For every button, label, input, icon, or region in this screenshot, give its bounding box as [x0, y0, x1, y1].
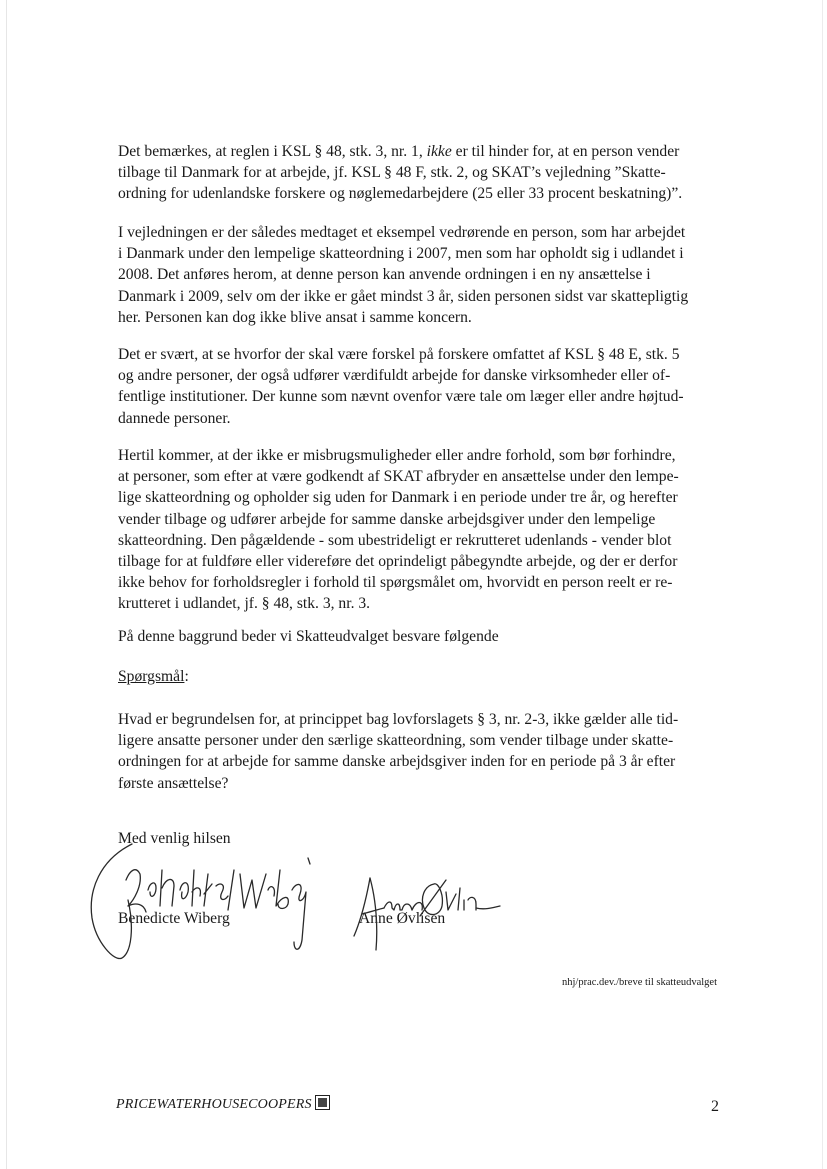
paragraph-line: vender tilbage og udfører arbejde for samme danske arbejdsgiver under den lempelige — [118, 510, 656, 528]
paragraph-line: ikke behov for forholdsregler i forhold til spørgsmålet om, hvorvidt en person reelt er re- — [118, 574, 673, 592]
company-logo-text: PRICEWATERHOUSECOOPERS — [116, 1097, 312, 1112]
paragraph-line: Det bemærkes, at reglen i KSL § 48, stk. 3, nr. 1, ikke er til hinder for, at en person vender — [118, 143, 680, 160]
paragraph-line: krutteret i udlandet, jf. § 48, stk. 3, nr. 3. — [118, 595, 371, 613]
paragraph-1 — [118, 141, 728, 205]
paragraph-line: dannede personer. — [118, 409, 231, 427]
scan-edge-right — [822, 0, 823, 1169]
paragraph-line: På denne baggrund beder vi Skatteudvalget besvare følgende — [118, 628, 499, 645]
paragraph-line: Hertil kommer, at der ikke er misbrugsmuligheder eller andre forhold, som bør forhindre, — [118, 447, 676, 464]
question-heading: Spørgsmål: — [118, 668, 189, 685]
paragraph-line: første ansættelse? — [118, 774, 229, 792]
paragraph-4 — [118, 445, 728, 615]
paragraph-line: ligere ansatte personer under den særlige skatteordning, som vender tilbage under skatte- — [118, 732, 674, 750]
paragraph-line: ordningen for at arbejde for samme danske arbejdsgiver inden for en periode på 3 år efter — [118, 753, 676, 771]
paragraph-5 — [118, 626, 728, 647]
paragraph-line: Hvad er begrundelsen for, at princippet bag lovforslagets § 3, nr. 2-3, ikke gælder alle tid- — [118, 711, 679, 728]
paragraph-line: fentlige institutioner. Der kunne som nævnt ovenfor være tale om læger eller andre højtud- — [118, 388, 684, 406]
emphasis-ikke: ikke — [426, 143, 452, 160]
logo-mark-icon — [315, 1095, 330, 1110]
handwritten-signature-1 — [70, 830, 330, 970]
paragraph-line: 2008. Det anføres herom, at denne person kan anvende ordningen i en ny ansættelse i — [118, 266, 651, 284]
paragraph-line: tilbage for at fuldføre eller videreføre det oprindeligt påbegyndte arbejde, og der er derfor — [118, 553, 678, 571]
question-paragraph — [118, 709, 728, 794]
closing-phrase: Med venlig hilsen — [118, 830, 231, 847]
file-reference: nhj/prac.dev./breve til skatteudvalget — [562, 977, 718, 988]
handwritten-signature-2 — [340, 870, 510, 960]
paragraph-line: lige skatteordning og opholder sig uden for Danmark i en periode under tre år, og herefter — [118, 489, 678, 507]
paragraph-line: skatteordning. Den pågældende - som ubestrideligt er rekrutteret udenlands - vender blot — [118, 531, 672, 549]
paragraph-line: at personer, som efter at være godkendt af SKAT afbryder en ansættelse under den lempe- — [118, 468, 679, 486]
paragraph-line: Det er svært, at se hvorfor der skal være forskel på forskere omfattet af KSL § 48 E, stk. 5 — [118, 346, 680, 363]
signatory-name-1: Benedicte Wiberg — [118, 910, 230, 927]
scan-edge-left — [6, 0, 7, 1169]
paragraph-line: ordning for udenlandske forskere og nøglemedarbejdere (25 eller 33 procent beskatning)”. — [118, 185, 683, 203]
paragraph-line: og andre personer, der også udfører værdifuldt arbejde for danske virksomheder eller of- — [118, 367, 671, 385]
paragraph-3 — [118, 344, 728, 429]
paragraph-line: i Danmark under den lempelige skatteordning i 2007, men som har opholdt sig i udlandet i — [118, 245, 684, 263]
paragraph-2 — [118, 222, 728, 328]
paragraph-line: Danmark i 2009, selv om der ikke er gået mindst 3 år, siden personen sidst var skattepligtig — [118, 287, 689, 305]
signatory-name-2: Anne Øvlisen — [359, 910, 446, 927]
question-heading-label: Spørgsmål — [118, 668, 185, 685]
paragraph-line: tilbage til Danmark for at arbejde, jf. KSL § 48 F, stk. 2, og SKAT’s vejledning ”Skatte- — [118, 164, 666, 182]
page-number: 2 — [711, 1098, 719, 1115]
paragraph-line: her. Personen kan dog ikke blive ansat i samme koncern. — [118, 308, 472, 326]
company-logo — [116, 1095, 330, 1113]
paragraph-line: I vejledningen er der således medtaget et eksempel vedrørende en person, som har arbejdet — [118, 224, 686, 241]
